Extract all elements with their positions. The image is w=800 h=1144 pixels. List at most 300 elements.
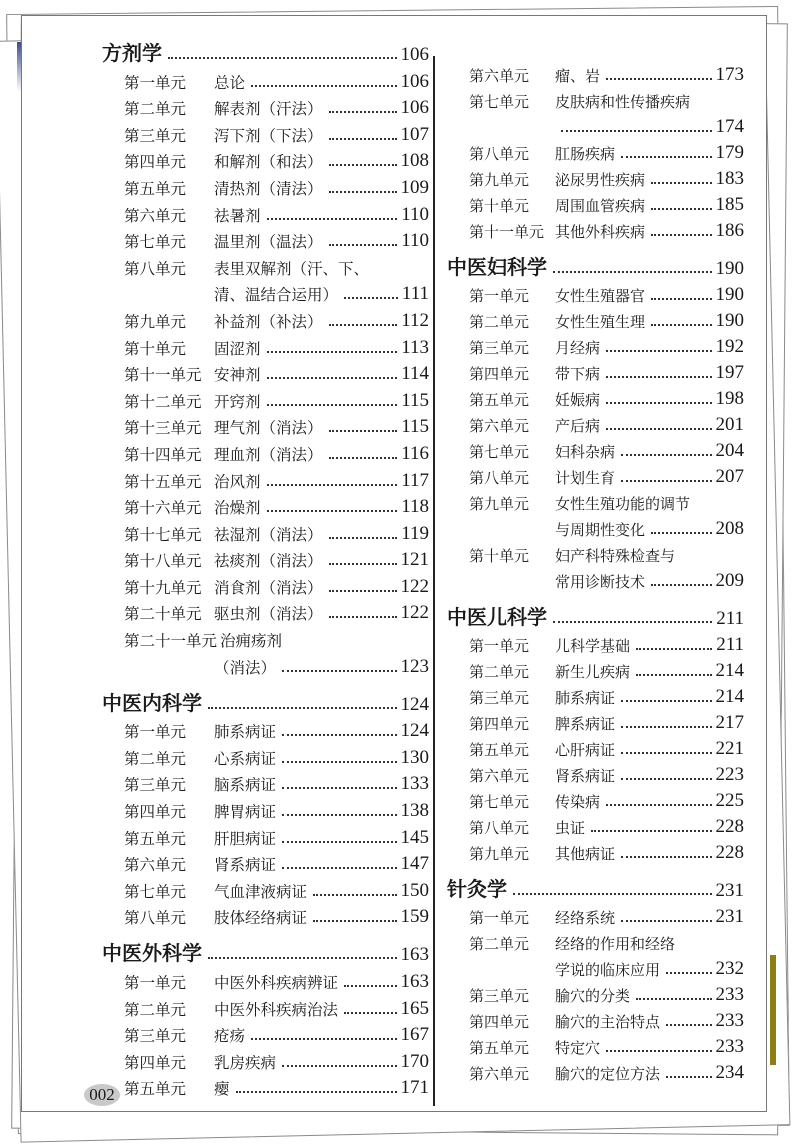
toc-entry[interactable] [102,438,429,465]
entry-page-number: 190 [715,284,744,305]
toc-entry[interactable] [447,1058,744,1084]
toc-entry[interactable] [447,410,744,436]
unit-label: 第四单元 [469,715,530,733]
entry-title: 腧穴的主治特点 [555,1013,661,1031]
dot-leader [344,297,398,299]
unit-label: 第八单元 [469,145,530,163]
entry-page-number: 225 [715,790,744,811]
entry-title: 祛暑剂 [214,206,261,225]
unit-label: 第一单元 [469,287,530,305]
unit-label: 第四单元 [124,1053,187,1072]
entry-page-number: 122 [400,602,429,624]
toc-entry[interactable] [447,216,744,242]
unit-label: 第七单元 [469,443,530,461]
dot-leader [329,430,398,432]
dot-leader [621,480,711,482]
entry-page-number: 114 [401,363,429,385]
dot-leader [621,752,711,754]
unit-label: 第三单元 [469,339,530,357]
unit-label: 第六单元 [469,67,530,85]
dot-leader [282,761,396,763]
entry-page-number: 208 [715,518,744,539]
unit-label: 第五单元 [124,179,187,198]
dot-leader [513,893,712,895]
dot-leader [267,377,398,379]
toc-entry-continuation[interactable] [447,514,744,540]
dot-leader [651,532,711,534]
entry-page-number: 113 [401,336,429,358]
unit-label: 第十五单元 [124,472,202,491]
entry-page-number: 121 [400,549,429,571]
toc-entry[interactable] [102,716,429,743]
toc-entry[interactable] [102,742,429,769]
unit-label: 第九单元 [469,495,530,513]
entry-title-continued: 清、温结合运用） [214,286,339,305]
entry-page-number: 138 [400,800,429,822]
unit-label: 第十四单元 [124,445,202,464]
entry-title: 中医外科疾病辨证 [214,974,339,992]
entry-page-number: 233 [715,1010,744,1031]
entry-title: 产后病 [555,417,601,435]
unit-label: 第十单元 [469,547,530,565]
entry-title: 肝胆病证 [214,829,277,848]
entry-title: 清热剂（清法） [214,179,323,198]
dot-leader [267,510,398,512]
toc-entry[interactable] [447,306,744,332]
entry-page-number: 207 [715,466,744,487]
toc-entry-continuation[interactable] [102,279,429,306]
entry-title: 皮肤病和性传播疾病 [555,93,691,111]
section-heading[interactable] [102,36,429,66]
section-title: 针灸学 [447,877,507,901]
entry-page-number: 115 [401,389,429,411]
dot-leader [344,985,396,987]
toc-entry[interactable] [447,928,744,954]
unit-label: 第八单元 [124,259,187,278]
toc-entry[interactable] [102,385,429,412]
toc-entry[interactable] [102,305,429,332]
toc-entry[interactable] [102,146,429,173]
dot-leader [651,208,711,210]
entry-page-number: 163 [400,971,429,992]
section-title: 中医妇科学 [447,255,547,279]
toc-entry[interactable] [102,822,429,849]
entry-title: 解表剂（汗法） [214,100,323,119]
section-heading[interactable] [102,686,429,716]
dot-leader [651,234,711,236]
toc-entry[interactable] [102,119,429,146]
toc-entry[interactable] [447,332,744,358]
entry-page-number: 211 [716,634,744,655]
dot-leader [329,164,397,166]
entry-title: 泻下剂（下法） [214,126,323,145]
toc-entry[interactable] [447,682,744,708]
entry-title: 肺系病证 [555,689,616,707]
entry-page-number: 223 [715,764,744,785]
toc-entry[interactable] [102,875,429,902]
dot-leader [282,787,396,789]
entry-title-continued: 与周期性变化 [555,521,646,539]
dot-leader [329,563,397,565]
section-title: 中医内科学 [102,690,202,715]
dot-leader [251,1038,396,1040]
toc-entry[interactable] [102,66,429,93]
toc-entry-continuation[interactable] [447,112,744,138]
toc-entry[interactable] [447,838,744,864]
entry-page-number: 110 [401,203,429,225]
section-heading[interactable] [447,250,744,280]
entry-page-number: 190 [715,310,744,331]
entry-title: 其他病证 [555,845,616,863]
entry-page-number: 171 [400,1077,429,1099]
entry-title-continued: 常用诊断技术 [555,573,646,591]
entry-title: 总论 [214,73,246,92]
entry-title: 其他外科疾病 [555,223,646,241]
toc-right-column [447,60,744,1084]
entry-title: 固涩剂 [214,339,261,358]
entry-page-number: 106 [400,97,429,119]
entry-title: 祛湿剂（消法） [214,525,323,544]
entry-title: 祛痰剂（消法） [214,552,323,571]
toc-entry[interactable] [102,571,429,598]
section-title: 中医儿科学 [447,605,547,629]
toc-entry[interactable] [102,624,429,651]
toc-entry[interactable] [447,138,744,164]
entry-title: 传染病 [555,793,601,811]
dot-leader [329,138,397,140]
toc-entry[interactable] [102,465,429,492]
entry-title: 疮疡 [214,1027,246,1046]
toc-entry-continuation[interactable] [447,954,744,980]
unit-label: 第二单元 [469,935,530,953]
toc-entry[interactable] [447,734,744,760]
dot-leader [282,1065,396,1067]
dot-leader [236,1091,397,1093]
dot-leader [636,674,711,676]
dot-leader [621,700,711,702]
entry-title: 妇产科特殊检查与 [555,547,676,565]
toc-entry[interactable] [447,540,744,566]
toc-entry[interactable] [447,980,744,1006]
entry-page-number: 231 [715,906,744,927]
toc-entry[interactable] [102,226,429,253]
entry-title: 消食剂（消法） [214,578,323,597]
entry-page-number: 116 [401,442,429,464]
dot-leader [666,1076,711,1078]
entry-title: 表里双解剂（汗、下、 [214,259,370,278]
entry-title: 肛肠疾病 [555,145,616,163]
entry-page-number: 228 [715,816,744,837]
entry-page-number: 122 [400,575,429,597]
unit-label: 第二单元 [469,663,530,681]
entry-title: 带下病 [555,365,601,383]
unit-label: 第六单元 [469,417,530,435]
dot-leader [282,670,396,672]
dot-leader [282,814,396,816]
entry-title: 理血剂（消法） [214,445,323,464]
dot-leader [651,298,711,300]
entry-title: 肾系病证 [214,856,277,875]
entry-page-number: 145 [400,826,429,848]
section-page-number: 163 [400,944,429,966]
toc-entry[interactable] [102,1073,429,1100]
toc-entry[interactable] [102,93,429,120]
unit-label: 第九单元 [469,171,530,189]
entry-page-number: 170 [400,1050,429,1072]
toc-entry[interactable] [447,462,744,488]
dot-leader [621,726,711,728]
dot-leader [208,707,397,709]
entry-title-continued: 学说的临床应用 [555,961,661,979]
toc-entry[interactable] [447,384,744,410]
toc-left-column [102,36,429,1099]
unit-label: 第四单元 [469,365,530,383]
entry-title: 儿科学基础 [555,637,631,655]
dot-leader [208,957,397,959]
entry-page-number: 214 [715,660,744,681]
dot-leader [561,130,712,132]
toc-entry[interactable] [447,1006,744,1032]
entry-page-number: 217 [715,712,744,733]
dot-leader [267,218,398,220]
entry-page-number: 174 [715,116,744,137]
dot-leader [313,920,396,922]
unit-label: 第十六单元 [124,499,202,518]
entry-title: 开窍剂 [214,392,261,411]
unit-label: 第二单元 [469,313,530,331]
unit-label: 第十八单元 [124,552,202,571]
entry-page-number: 232 [715,958,744,979]
dot-leader [329,590,397,592]
unit-label: 第六单元 [124,856,187,875]
entry-title: 驱虫剂（消法） [214,605,323,624]
dot-leader [606,376,711,378]
entry-title: 心系病证 [214,749,277,768]
entry-title: 腧穴的分类 [555,987,631,1005]
toc-entry[interactable] [447,190,744,216]
entry-page-number: 108 [400,150,429,172]
dot-leader [606,402,711,404]
unit-label: 第二十单元 [124,605,202,624]
entry-title: 和解剂（和法） [214,153,323,172]
toc-entry[interactable] [447,164,744,190]
toc-entry[interactable] [102,252,429,279]
entry-title: 脾系病证 [555,715,616,733]
toc-entry[interactable] [447,630,744,656]
entry-page-number: 130 [400,746,429,768]
entry-page-number: 112 [401,309,429,331]
dot-leader [267,484,398,486]
unit-label: 第五单元 [469,391,530,409]
unit-label: 第五单元 [124,1080,187,1099]
dot-leader [329,111,397,113]
toc-entry[interactable] [102,412,429,439]
entry-page-number: 198 [715,388,744,409]
section-heading[interactable] [447,600,744,630]
entry-page-number: 109 [400,176,429,198]
dot-leader [606,1050,711,1052]
toc-entry[interactable] [102,492,429,519]
entry-title: 泌尿男性疾病 [555,171,646,189]
book-edge-olive [770,955,776,1065]
toc-entry-continuation[interactable] [447,566,744,592]
unit-label: 第四单元 [469,1013,530,1031]
dot-leader [636,998,711,1000]
toc-entry[interactable] [102,795,429,822]
toc-entry[interactable] [102,849,429,876]
toc-entry[interactable] [447,902,744,928]
unit-label: 第七单元 [469,93,530,111]
section-page-number: 190 [715,258,744,279]
entry-page-number: 201 [715,414,744,435]
toc-entry[interactable] [102,332,429,359]
unit-label: 第一单元 [124,723,187,742]
toc-entry[interactable] [102,598,429,625]
toc-entry[interactable] [447,708,744,734]
toc-entry[interactable] [102,172,429,199]
dot-leader [329,324,398,326]
unit-label: 第九单元 [124,312,187,331]
dot-leader [267,404,398,406]
entry-page-number: 167 [400,1024,429,1046]
toc-entry[interactable] [102,518,429,545]
toc-entry[interactable] [447,1032,744,1058]
entry-title: 妊娠病 [555,391,601,409]
entry-page-number: 133 [400,773,429,795]
dot-leader [329,616,397,618]
entry-page-number: 234 [715,1062,744,1083]
toc-entry[interactable] [102,1046,429,1073]
entry-page-number: 117 [401,469,429,491]
page-number: 002 [84,1084,120,1106]
entry-title: 妇科杂病 [555,443,616,461]
toc-entry[interactable] [447,786,744,812]
entry-title: 补益剂（补法） [214,312,323,331]
entry-page-number: 204 [715,440,744,461]
entry-title: 温里剂（温法） [214,233,323,252]
unit-label: 第三单元 [124,126,187,145]
unit-label: 第三单元 [469,987,530,1005]
dot-leader [329,537,398,539]
toc-entry[interactable] [102,199,429,226]
unit-label: 第一单元 [469,909,530,927]
unit-label: 第三单元 [124,1027,187,1046]
entry-title: 瘤、岩 [555,67,601,85]
entry-title: 瘿 [214,1080,230,1099]
unit-label: 第三单元 [124,776,187,795]
unit-label: 第二单元 [124,749,187,768]
section-page-number: 211 [716,608,744,629]
entry-title: 乳房疾病 [214,1053,277,1072]
toc-entry[interactable] [447,656,744,682]
toc-entry[interactable] [102,966,429,993]
section-page-number: 231 [715,880,744,901]
toc-entry-continuation[interactable] [102,651,429,678]
toc-entry[interactable] [102,993,429,1020]
entry-page-number: 147 [400,853,429,875]
dot-leader [666,1024,711,1026]
unit-label: 第八单元 [124,909,187,928]
toc-entry[interactable] [102,902,429,929]
entry-page-number: 173 [715,64,744,85]
toc-entry[interactable] [102,1020,429,1047]
dot-leader [621,920,711,922]
dot-leader [651,584,711,586]
toc-entry[interactable] [447,760,744,786]
toc-entry[interactable] [447,280,744,306]
unit-label: 第八单元 [469,469,530,487]
entry-title: 新生儿疾病 [555,663,631,681]
toc-entry[interactable] [447,86,744,112]
section-heading[interactable] [447,872,744,902]
entry-page-number: 106 [400,70,429,92]
section-title: 方剂学 [102,41,162,65]
dot-leader [606,804,711,806]
unit-label: 第十七单元 [124,525,202,544]
entry-page-number: 111 [401,283,429,305]
entry-title-continued: （消法） [214,658,277,677]
dot-leader [553,621,712,623]
entry-page-number: 185 [715,194,744,215]
toc-entry[interactable] [447,60,744,86]
unit-label: 第一单元 [469,637,530,655]
toc-entry[interactable] [102,545,429,572]
unit-label: 第六单元 [469,1065,530,1083]
unit-label: 第十一单元 [469,223,545,241]
toc-entry[interactable] [102,359,429,386]
entry-title: 虫证 [555,819,586,837]
unit-label: 第十一单元 [124,366,202,385]
entry-page-number: 124 [400,720,429,742]
entry-title: 女性生殖器官 [555,287,646,305]
entry-title: 经络系统 [555,909,616,927]
entry-page-number: 118 [401,496,429,518]
toc-entry[interactable] [447,436,744,462]
entry-page-number: 159 [400,906,429,928]
entry-page-number: 107 [400,123,429,145]
unit-label: 第六单元 [124,206,187,225]
unit-label: 第二单元 [124,1000,187,1019]
entry-title: 心肝病证 [555,741,616,759]
unit-label: 第五单元 [469,741,530,759]
entry-page-number: 123 [400,655,429,677]
entry-title: 脾胃病证 [214,803,277,822]
entry-page-number: 115 [401,416,429,438]
section-heading[interactable] [102,936,429,966]
dot-leader [329,244,398,246]
dot-leader [267,351,398,353]
entry-title: 治燥剂 [214,499,261,518]
toc-entry[interactable] [447,488,744,514]
dot-leader [329,457,398,459]
toc-entry[interactable] [102,769,429,796]
entry-title: 月经病 [555,339,601,357]
dot-leader [606,78,711,80]
section-page-number: 106 [400,44,429,65]
entry-page-number: 214 [715,686,744,707]
unit-label: 第七单元 [469,793,530,811]
toc-entry[interactable] [447,358,744,384]
entry-title: 脑系病证 [214,776,277,795]
dot-leader [282,734,396,736]
dot-leader [282,867,396,869]
section-title: 中医外科学 [102,941,202,966]
toc-entry[interactable] [447,812,744,838]
entry-title: 治风剂 [214,472,261,491]
unit-label: 第九单元 [469,845,530,863]
entry-title: 肢体经络病证 [214,909,308,928]
dot-leader [329,191,397,193]
